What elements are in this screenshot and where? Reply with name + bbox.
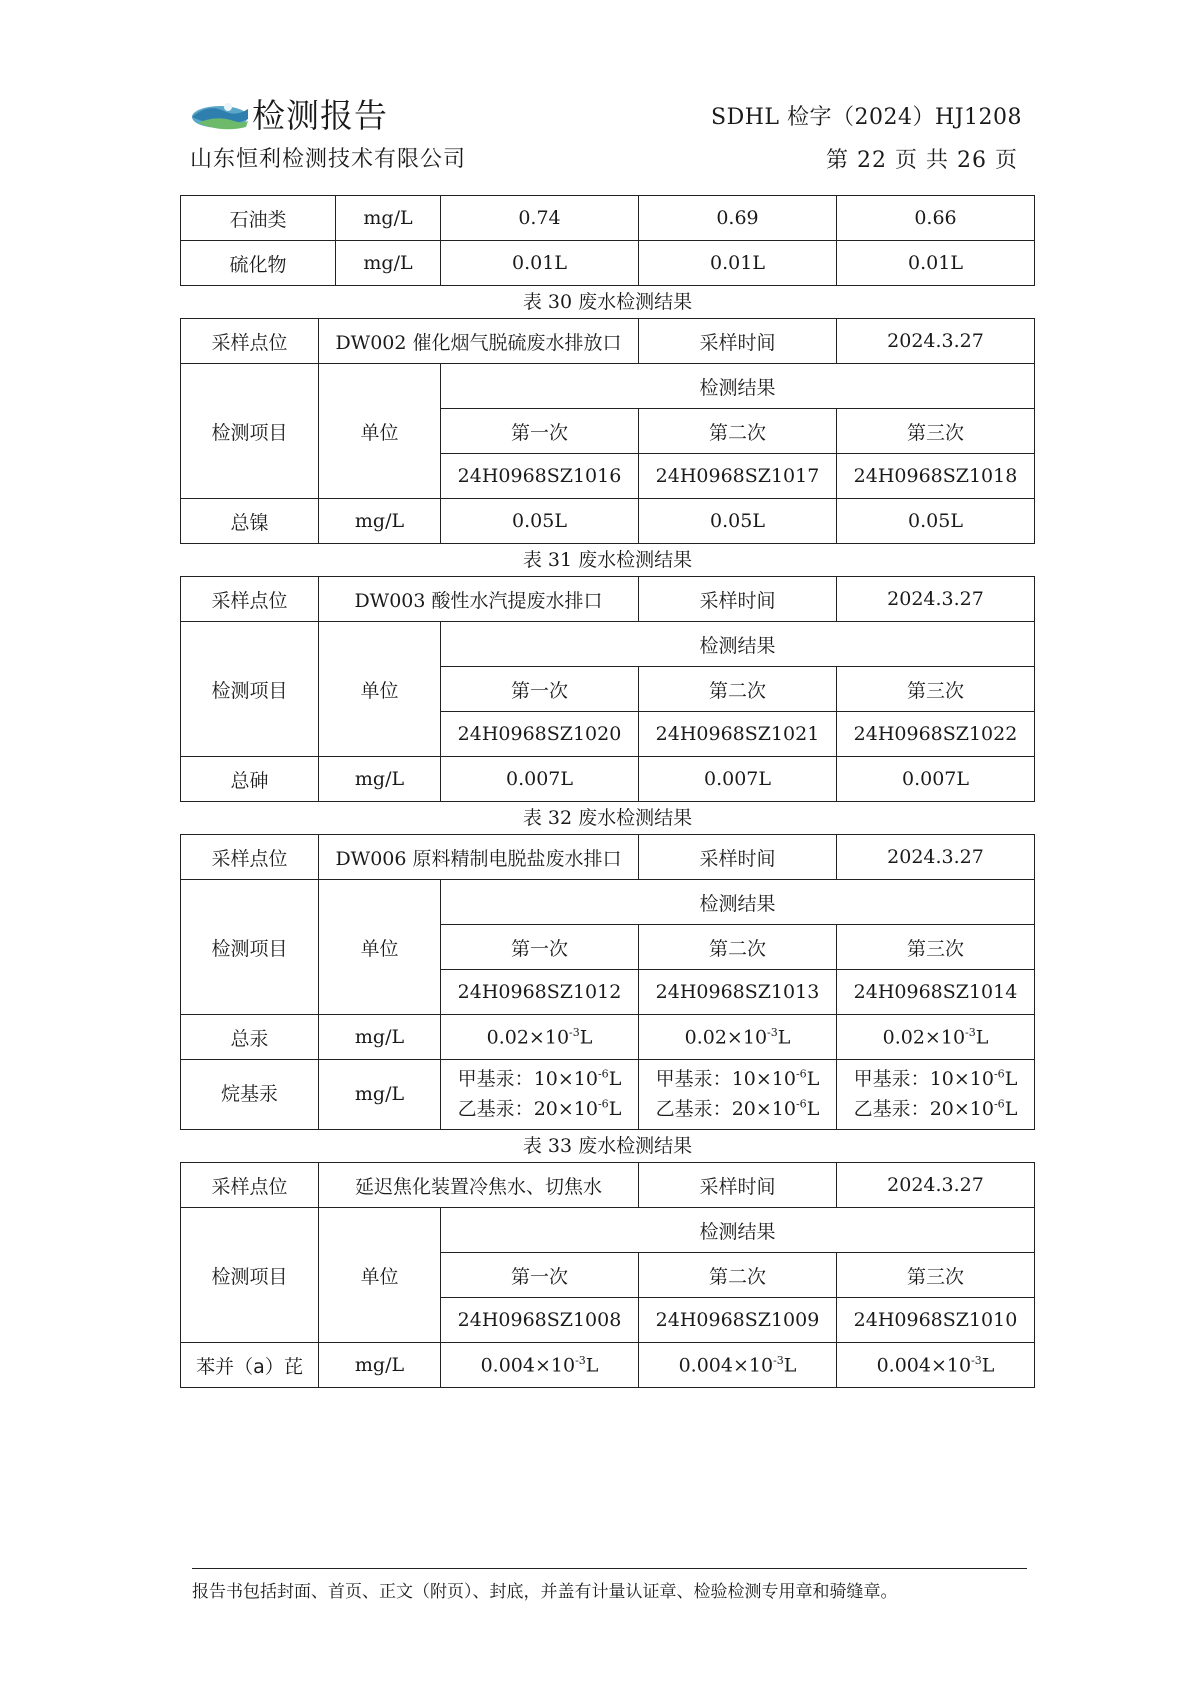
table-row: 第一次 第二次 第三次: [181, 667, 1035, 712]
table-30: [180, 318, 1035, 544]
table-caption: 表 31 废水检测结果: [522, 549, 693, 571]
report-header: [190, 88, 466, 173]
company-logo-icon: [190, 93, 250, 133]
result-value: 甲基汞：$10\times 10^{-6}L$ 乙基汞：$20\times 10^{-6}L$: [837, 1060, 1035, 1130]
table-row: 烷基汞 mg/L 甲基汞：$10\times 10^{-6}L$ 乙基汞：$20\times 10^{-6}L$ 甲基汞：$10\times 10^{-6}L$ 乙基汞：$20\times 10^{-6}L$ 甲基汞：$10\times 10^{-6}L$ 乙基汞：$20\times 10^{-6}L$: [181, 1060, 1035, 1130]
report-title: 检测报告: [252, 95, 388, 135]
table-row: 24H0968SZ1016 24H0968SZ1017 24H0968SZ1018: [181, 454, 1035, 499]
table-row: 第一次 第二次 第三次: [181, 1253, 1035, 1298]
company-name: 山东恒利检测技术有限公司: [190, 147, 467, 172]
table-row: 硫化物 mg/L 0.01L 0.01L 0.01L: [181, 241, 1035, 286]
table-row: 24H0968SZ1008 24H0968SZ1009 24H0968SZ1010: [181, 1298, 1035, 1343]
table-caption: 表 32 废水检测结果: [522, 807, 693, 829]
continued-table: [180, 195, 1035, 286]
table-row: 第一次 第二次 第三次: [181, 925, 1035, 970]
footer-note: 报告书包括封面、首页、正文（附页）、封底，并盖有计量认证章、检验检测专用章和骑缝章。: [192, 1568, 1027, 1602]
page-total: 26: [956, 148, 987, 173]
result-value: $0.02\times 10^{-3}L$: [441, 1015, 639, 1060]
table-row: 总汞 mg/L $0.02\times 10^{-3}L$ $0.02\times 10^{-3}L$ $0.02\times 10^{-3}L$: [181, 1015, 1035, 1060]
result-value: $0.004\times 10^{-3}L$: [837, 1343, 1035, 1388]
table-33: [180, 1162, 1035, 1388]
table-row: 检测项目 单位 检测结果: [181, 622, 1035, 667]
result-value: $0.004\times 10^{-3}L$: [441, 1343, 639, 1388]
table-row: 24H0968SZ1020 24H0968SZ1021 24H0968SZ1022: [181, 712, 1035, 757]
result-value: 甲基汞：$10\times 10^{-6}L$ 乙基汞：$20\times 10^{-6}L$: [639, 1060, 837, 1130]
table-row: 石油类 mg/L 0.74 0.69 0.66: [181, 196, 1035, 241]
result-value: 甲基汞：$10\times 10^{-6}L$ 乙基汞：$20\times 10^{-6}L$: [441, 1060, 639, 1130]
table-caption: 表 30 废水检测结果: [522, 291, 693, 313]
table-31: [180, 576, 1035, 802]
table-row: 采样点位 DW002 催化烟气脱硫废水排放口 采样时间 2024.3.27: [181, 319, 1035, 364]
table-row: 24H0968SZ1012 24H0968SZ1013 24H0968SZ1014: [181, 970, 1035, 1015]
result-value: $0.004\times 10^{-3}L$: [639, 1343, 837, 1388]
page-number: 第 22 页 共 26 页: [825, 148, 1018, 173]
result-value: $0.02\times 10^{-3}L$: [639, 1015, 837, 1060]
table-row: 第一次 第二次 第三次: [181, 409, 1035, 454]
page-current: 22: [856, 148, 887, 173]
table-row: 总砷 mg/L 0.007L 0.007L 0.007L: [181, 757, 1035, 802]
table-caption: 表 33 废水检测结果: [522, 1135, 693, 1157]
table-32: [180, 834, 1035, 1130]
table-row: 苯并（a）芘 mg/L $0.004\times 10^{-3}L$ $0.004\times 10^{-3}L$ $0.004\times 10^{-3}L$: [181, 1343, 1035, 1388]
result-value: $0.02\times 10^{-3}L$: [837, 1015, 1035, 1060]
table-row: 检测项目 单位 检测结果: [181, 1208, 1035, 1253]
report-number: SDHL 检字（2024）HJ1208: [711, 105, 1022, 130]
table-row: 采样点位 延迟焦化装置冷焦水、切焦水 采样时间 2024.3.27: [181, 1163, 1035, 1208]
table-row: 采样点位 DW003 酸性水汽提废水排口 采样时间 2024.3.27: [181, 577, 1035, 622]
table-row: 检测项目 单位 检测结果: [181, 880, 1035, 925]
table-row: 采样点位 DW006 原料精制电脱盐废水排口 采样时间 2024.3.27: [181, 835, 1035, 880]
title-row: [190, 88, 466, 138]
report-meta: [711, 100, 1022, 174]
table-row: 总镍 mg/L 0.05L 0.05L 0.05L: [181, 499, 1035, 544]
table-row: 检测项目 单位 检测结果: [181, 364, 1035, 409]
report-body: [180, 195, 1035, 1388]
